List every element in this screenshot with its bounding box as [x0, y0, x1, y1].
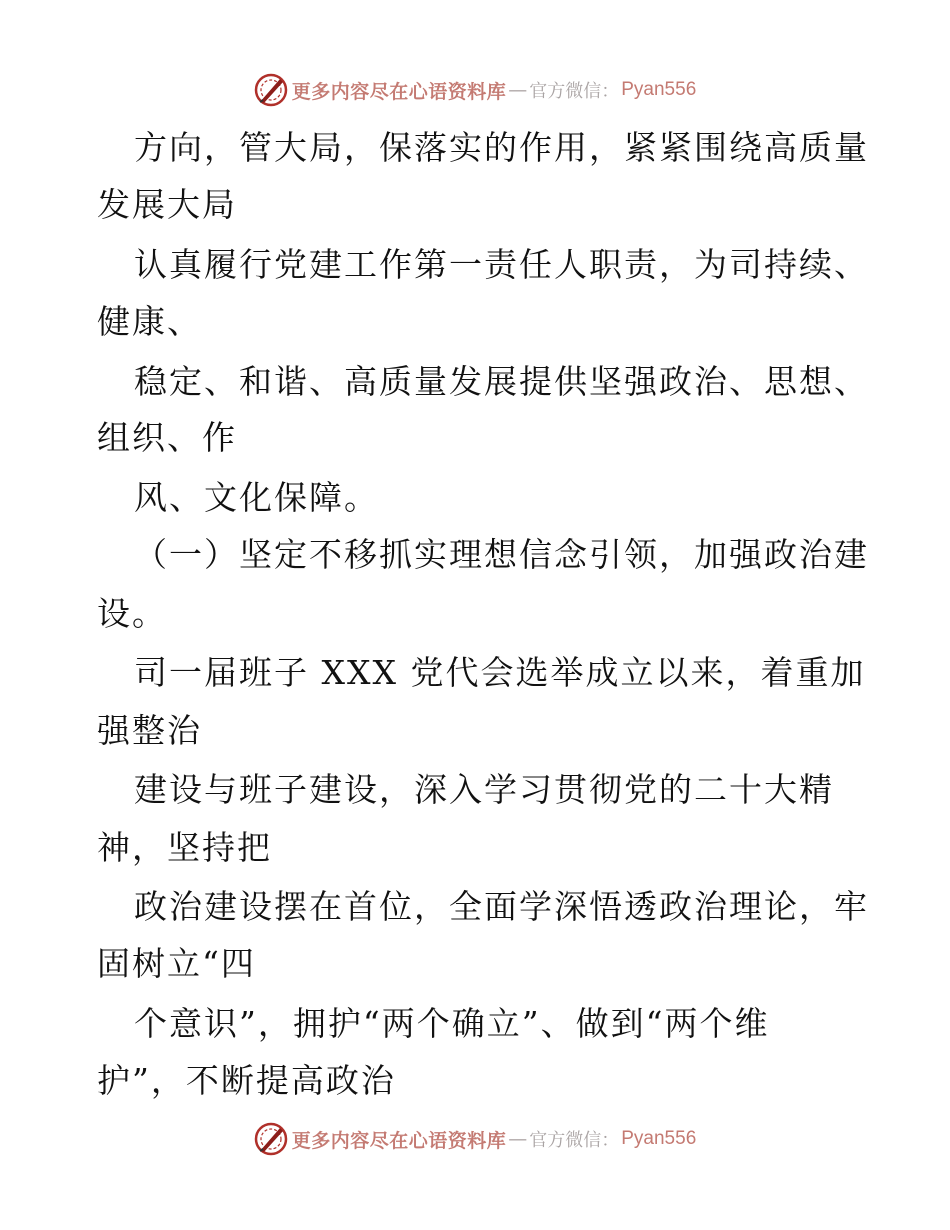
text-line: 司一届班子 XXX 党代会选举成立以来，着重加 [134, 653, 866, 692]
site-slogan: 更多内容尽在心语资料库 [291, 1129, 507, 1152]
text-line: 认真履行党建工作第一责任人职责，为司持续、 [134, 245, 869, 284]
header-banner [0, 70, 950, 110]
text-line: 风、文化保障。 [134, 478, 379, 517]
contact-id: Pyan556 [621, 79, 697, 100]
text-line: 护”，不断提高政治 [97, 1061, 396, 1100]
contact-label: 官方微信： [529, 81, 620, 102]
quill-pen-icon [254, 73, 288, 107]
text-line: 固树立“四 [97, 944, 256, 983]
text-line: 发展大局 [97, 185, 237, 224]
text-line: 强整治 [97, 711, 202, 750]
text-line: （一）坚定不移抓实理想信念引领，加强政治建 [134, 535, 869, 574]
text-line: 设。 [97, 594, 167, 633]
banner-separator: — [508, 1128, 528, 1150]
text-line: 个意识”，拥护“两个确立”、做到“两个维 [134, 1004, 770, 1043]
site-slogan: 更多内容尽在心语资料库 [291, 80, 507, 103]
contact-id: Pyan556 [621, 1128, 697, 1149]
quill-pen-icon [254, 1122, 288, 1156]
text-line: 建设与班子建设，深入学习贯彻党的二十大精 [134, 770, 834, 809]
text-line: 稳定、和谐、高质量发展提供坚强政治、思想、 [134, 362, 869, 401]
text-line: 组织、作 [97, 418, 237, 457]
banner-separator: — [508, 79, 528, 101]
text-line: 神，坚持把 [97, 828, 272, 867]
text-line: 政治建设摆在首位，全面学深悟透政治理论，牢 [134, 887, 869, 926]
text-line: 健康、 [97, 302, 202, 341]
text-line: 方向，管大局，保落实的作用，紧紧围绕高质量 [134, 128, 869, 167]
contact-label: 官方微信： [529, 1130, 620, 1151]
footer-banner [0, 1119, 950, 1159]
